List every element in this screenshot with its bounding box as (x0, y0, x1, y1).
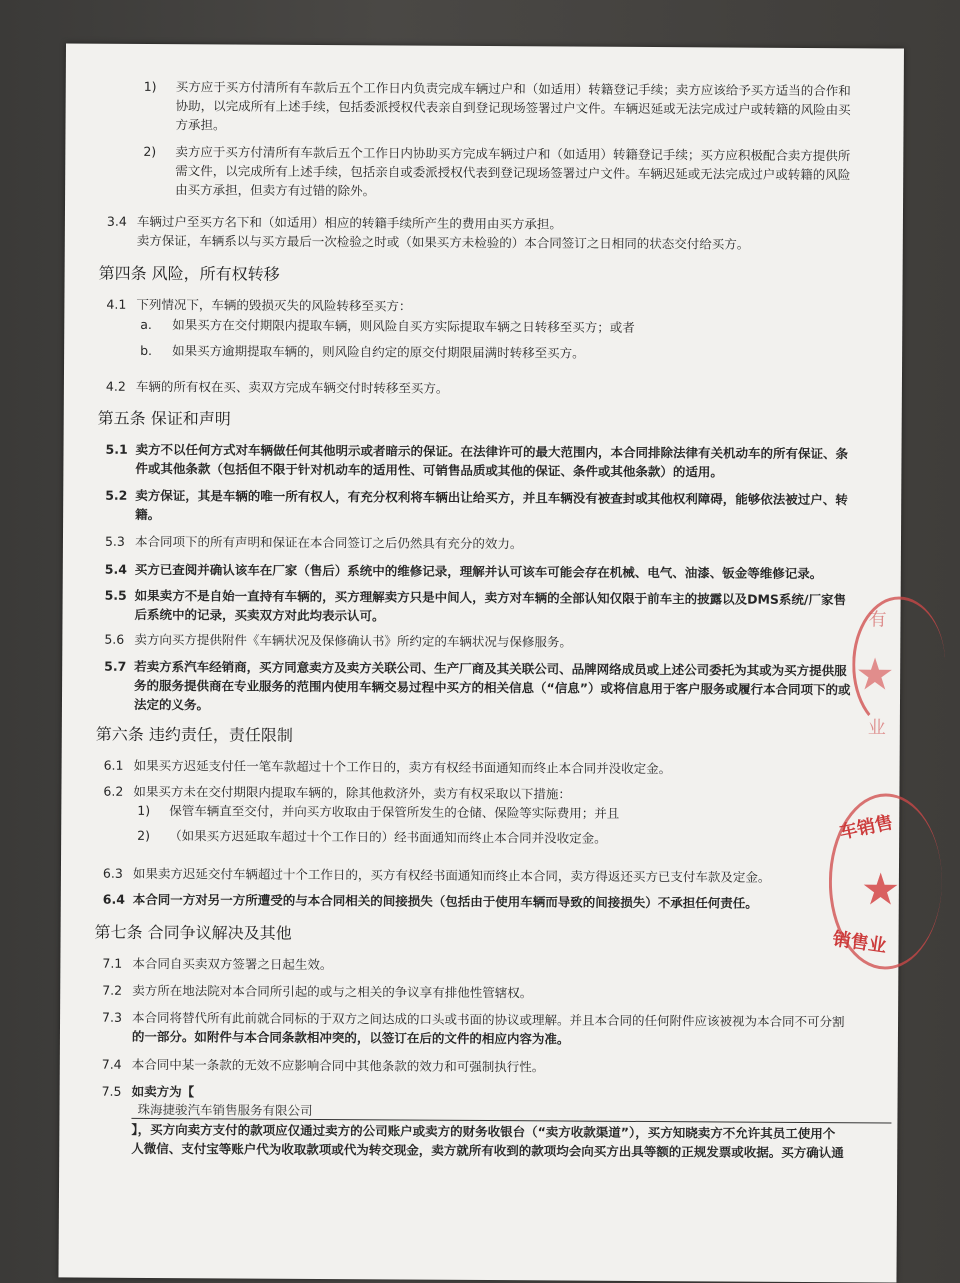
clause-text: 本合同项下的所有声明和保证在本合同签订之后仍然具有充分的效力。 (134, 533, 523, 552)
clause-text: 如果卖方迟延交付车辆超过十个工作日的，买方有权经书面通知而终止本合同，卖方得返还买方已支付车款及定金。 (132, 865, 771, 885)
line: 买方应于买方付清所有车款后五个工作日内负责完成车辆过户和（如适用）转籍登记手续；卖方应该给予买方适当的合作和 (175, 79, 851, 99)
seal-text: 业 (867, 717, 886, 739)
item-number: 1) (137, 802, 151, 818)
clause-text: 下列情况下，车辆的毁损灭失的风险转移至买方： (136, 296, 412, 314)
clause-text: 如果买方逾期提取车辆的，则风险自约定的原交付期限届满时转移至买方。 (172, 343, 585, 361)
clause-text (134, 657, 851, 718)
article-heading: 第五条 保证和声明 (97, 408, 231, 429)
clause-number: 5.5 (104, 587, 127, 603)
line: 】，买方向卖方支付的款项应仅通过卖方的公司账户或卖方的财务收银台（“卖方收款渠道”），买方知晓卖方不允许其员工使用个 (131, 1121, 836, 1142)
clause-number: 5.1 (105, 441, 128, 457)
line: 的一部分。如附件与本合同条款相冲突的，以签订在后的文件的相应内容为准。 (131, 1028, 570, 1047)
clause-text: 本合同自买卖双方签署之日起生效。 (132, 955, 333, 973)
line: 车辆过户至买方名下和（如适用）相应的转籍手续所产生的费用由买方承担。 (136, 213, 562, 232)
line: 件或其他条款（包括但不限于针对机动车的适用性、可销售品质或其他的保证、条件或其他条款）的适用。 (135, 460, 723, 480)
item-number: 2) (143, 143, 157, 159)
line: 本合同将替代所有此前就合同标的于双方之间达成的口头或书面的协议或理解。并且本合同的任何附件应该被视为本合同不可分割 (132, 1009, 845, 1030)
clause-text: 保管车辆直至交付，并向买方收取由于保管所发生的仓储、保险等实际费用；并且 (169, 803, 620, 821)
clause-number: 7.5 (101, 1083, 122, 1099)
clause-number: 6.4 (102, 891, 125, 907)
article-heading: 第六条 违约责任，责任限制 (95, 724, 293, 745)
clause-number: 5.3 (104, 533, 125, 549)
clause-text: 卖方所在地法院对本合同所引起的或与之相关的争议享有排他性管辖权。 (132, 982, 533, 1001)
seal-text: 销售业 (831, 928, 888, 958)
item-number: b. (140, 342, 153, 358)
clause-text (137, 212, 750, 254)
clause-text: 车辆的所有权在买、卖双方完成车辆交付时转移至买方。 (135, 378, 449, 396)
line: 协助，以完成所有上述手续，包括委派授权代表亲自到登记现场签署过户文件。车辆迟延或无法完成过户或转籍的风险由买 (175, 98, 851, 118)
clause-number: 5.2 (105, 487, 128, 503)
seal-text: 车销售 (837, 812, 895, 844)
clause-number: 5.7 (104, 658, 127, 674)
clause-number: 5.6 (104, 631, 125, 647)
clause-text (135, 486, 848, 528)
line: 后系统中的记录，买卖双方对此均表示认可。 (134, 606, 385, 624)
seal-star-icon: ★ (860, 864, 901, 916)
article-heading: 第四条 风险，所有权转移 (98, 263, 280, 284)
clause-text: （如果买方迟延取车超过十个工作日的）经书面通知而终止本合同并没收定金。 (169, 828, 607, 846)
line: 若卖方系汽车经销商，买方同意卖方及卖方关联公司、生产厂商及其关联公司、品牌网络成员或上述公司委托为其或为买方提供服 (134, 658, 847, 679)
line: 需文件，以完成所有上述手续，包括亲自或委派授权代表到登记现场签署过户文件。车辆迟延或无法完成过户或转籍的风险 (175, 163, 851, 183)
line: 法定的义务。 (133, 696, 210, 713)
clause-text: 本合同中某一条款的无效不应影响合同中其他条款的效力和可强制执行性。 (131, 1056, 545, 1075)
line: 籍。 (135, 506, 161, 523)
line: 由买方承担，但卖方有过错的除外。 (175, 182, 376, 199)
item-number: 2) (137, 827, 151, 843)
clause-text (134, 586, 846, 628)
clause-number: 7.3 (102, 1009, 122, 1025)
seal-star-icon: ★ (855, 649, 895, 701)
clause-text: 卖方向买方提供附件《车辆状况及保修确认书》所约定的车辆状况与保修服务。 (134, 631, 572, 650)
item-number: a. (140, 316, 152, 332)
clause-number: 6.1 (103, 757, 124, 773)
line: 卖方不以任何方式对车辆做任何其他明示或者暗示的保证。在法律许可的最大范围内，本合同排除法律有关机动车的所有保证、条 (135, 441, 849, 462)
clause-text (132, 1008, 845, 1050)
clause-text: 本合同一方对另一方所遭受的与本合同相关的间接损失（包括由于使用车辆而导致的间接损失）不承担任何责任。 (132, 891, 758, 911)
clause-text (135, 440, 848, 482)
clause-text: 如果买方迟延支付任一笔车款超过十个工作日的，卖方有权经书面通知而终止本合同并没收定金。 (133, 757, 672, 777)
clause-text: 如果买方未在交付期限内提取车辆的，除其他救济外，卖方有权采取以下措施： (133, 783, 571, 802)
line: 如果卖方不是自始一直持有车辆的，买方理解卖方只是中间人，卖方对车辆的全部认知仅限于前车主的披露以及DMS系统/厂家售 (134, 587, 847, 608)
clause-number: 6.3 (102, 865, 123, 881)
clause-number: 7.1 (102, 955, 123, 971)
clause-text (175, 77, 850, 138)
seal-text: 有 (868, 609, 887, 631)
clause-number: 7.2 (102, 982, 123, 998)
clause-number: 3.4 (106, 213, 127, 229)
line: 方承担。 (175, 117, 226, 133)
line: 卖方应于买方付清所有车款后五个工作日内协助买方完成车辆过户和（如适用）转籍登记手续；买方应积极配合卖方提供所 (175, 144, 851, 164)
clause-number: 5.4 (104, 561, 127, 577)
clause-text (175, 142, 850, 203)
line: 卖方保证，车辆系以与买方最后一次检验之时或（如果买方未检验的）本合同签订之日相同的状态交付给买方。 (136, 232, 750, 252)
company-name: 珠海捷骏汽车销售服务有限公司 (137, 1101, 313, 1118)
line: 务的服务提供商在专业服务的范围内使用车辆交易过程中买方的相关信息（“信息”）或将信息用于客户服务或履行本合同项下的或 (134, 677, 851, 698)
line: 卖方保证，其是车辆的唯一所有权人，有充分权利将车辆出让给买方，并且车辆没有被查封或其他权利障碍，能够依法被过户、转 (135, 487, 848, 508)
clause-text: 如果买方在交付期限内提取车辆，则风险自买方实际提取车辆之日转移至买方；或者 (172, 317, 635, 335)
item-number: 1) (143, 78, 157, 94)
clause-text (131, 1120, 844, 1162)
clause-label: 如卖方为【 (131, 1083, 195, 1100)
clause-number: 6.2 (103, 783, 124, 799)
contract-page (58, 43, 904, 1282)
clause-number: 4.2 (105, 378, 126, 394)
line: 人微信、支付宝等账户代为收取款项或代为转交现金，卖方就所有收到的款项均会向买方出具等额的正规发票或收据。买方确认通 (131, 1140, 844, 1161)
clause-number: 7.4 (101, 1056, 122, 1072)
clause-text: 买方已查阅并确认该车在厂家（售后）系统中的维修记录，理解并认可该车可能会存在机械、电气、油漆、钣金等维修记录。 (134, 561, 823, 582)
article-heading: 第七条 合同争议解决及其他 (94, 922, 292, 943)
clause-number: 4.1 (106, 296, 127, 312)
